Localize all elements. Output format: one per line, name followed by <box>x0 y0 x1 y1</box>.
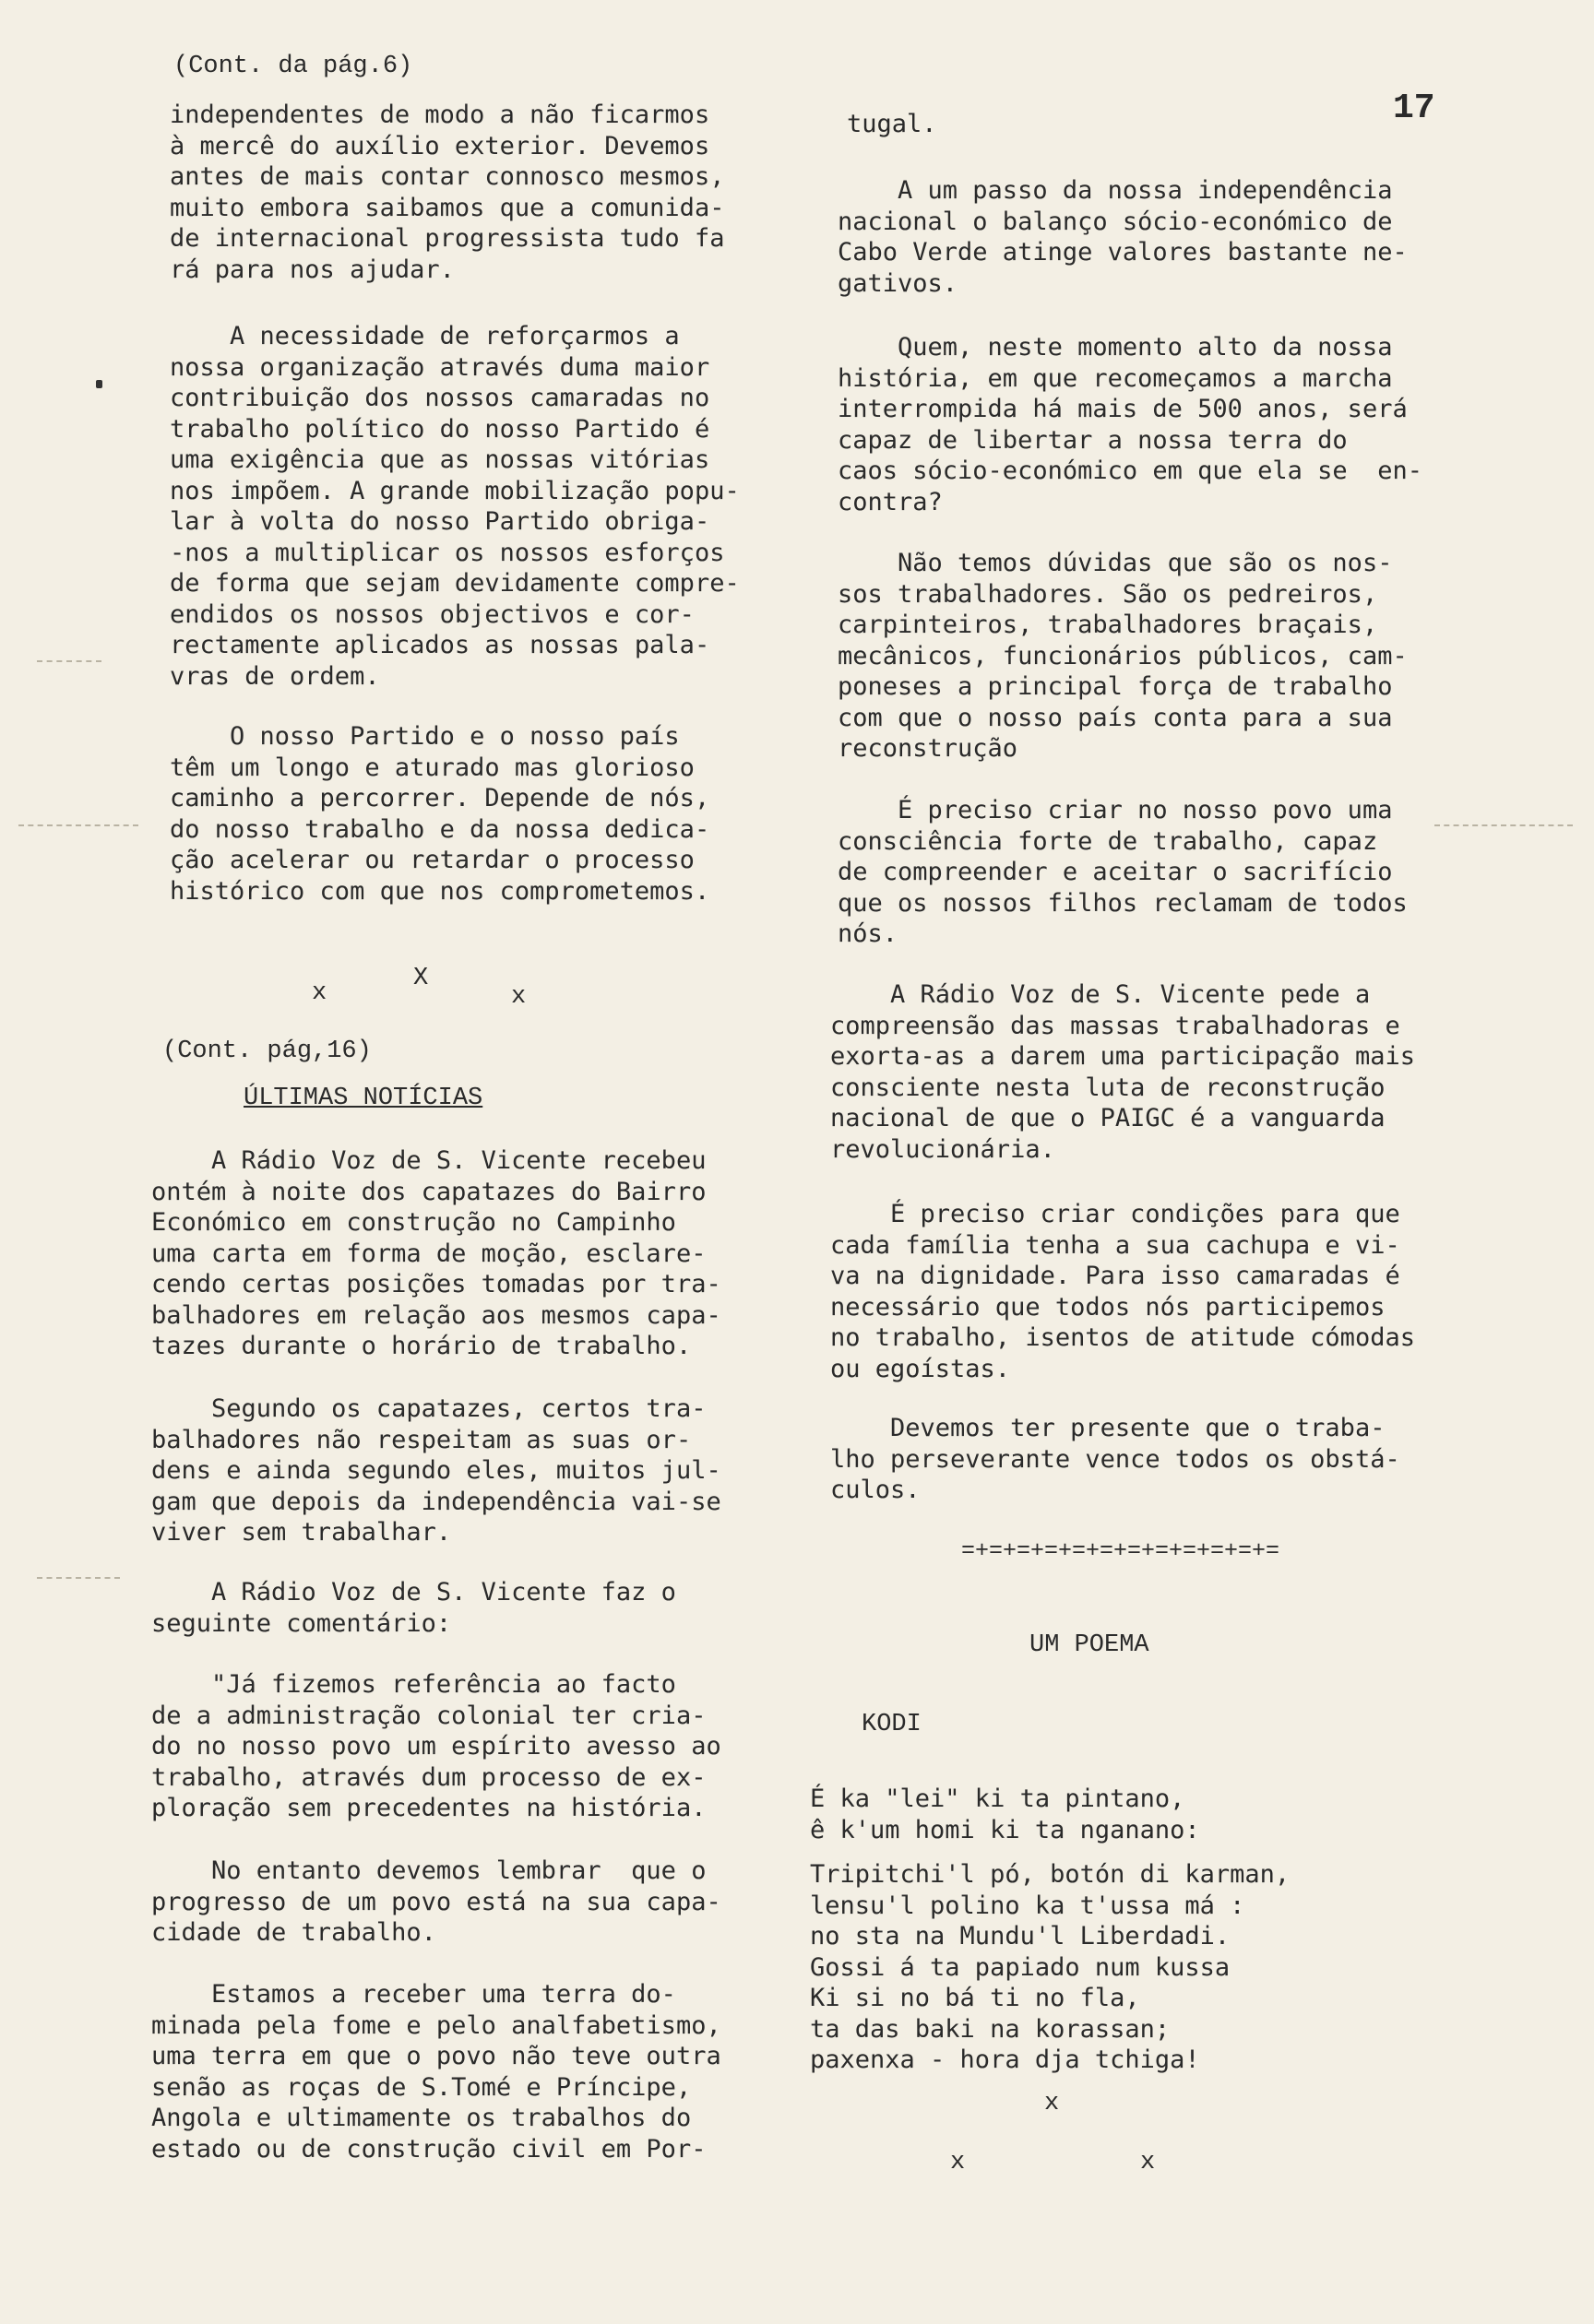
left-paragraph-2: A necessidade de reforçarmos a nossa organização através duma maior contribuição dos nossos camaradas no trabalho político do nosso Partido é uma exigência que as nossas vitórias nos impõem. A grande mobilização popu- lar à volta do nosso Partido obriga- -nos a multiplicar os nossos esforços de forma que sejam devidamente compre- endidos os nossos objectivos e cor- rectamente aplicados as nossas pala- vras de ordem. <box>170 322 740 691</box>
right-paragraph-5: É preciso criar no nosso povo uma consciência forte de trabalho, capaz de compreender e aceitar o sacrifício que os nossos filhos reclamam de todos nós. <box>838 796 1408 948</box>
right-paragraph-2: A um passo da nossa independência nacional o balanço sócio-económico de Cabo Verde atinge valores bastante ne- gativos. <box>838 176 1408 298</box>
separator-mark-left: x <box>312 979 327 1007</box>
poem-end-mark-left: x <box>950 2149 966 2176</box>
news-paragraph-5: No entanto devemos lembrar que o progresso de um povo está na sua capa- cidade de trabalho. <box>151 1856 721 1947</box>
news-paragraph-3: A Rádio Voz de S. Vicente faz o seguinte comentário: <box>151 1578 676 1638</box>
right-paragraph-7: É preciso criar condições para que cada família tenha a sua cachupa e vi- va na dignidade. Para isso camaradas é necessário que todos nós participemos no trabalho, isentos de atitude cómodas ou egoístas. <box>830 1200 1415 1383</box>
right-paragraph-1: tugal. <box>847 110 937 138</box>
poem-section-heading: UM POEMA <box>1029 1631 1149 1659</box>
scan-artifact-line <box>1434 824 1573 826</box>
poem-end-mark-top: x <box>1044 2090 1060 2117</box>
page-number: 17 <box>1393 89 1435 128</box>
separator-mark-right: x <box>511 983 527 1011</box>
left-continuation-note: (Cont. da pág.6) <box>173 53 413 80</box>
right-paragraph-4: Não temos dúvidas que são os nos- sos trabalhadores. São os pedreiros, carpinteiros, trabalhadores braçais, mecânicos, funcionários públicos, cam- poneses a principal força de trabalho com que o nosso país conta para a sua reconstrução <box>838 549 1408 763</box>
scan-artifact-line <box>18 824 138 826</box>
poem-end-mark-right: x <box>1140 2149 1156 2176</box>
right-separator-line: =+=+=+=+=+=+=+=+=+=+=+= <box>961 1537 1280 1564</box>
scan-artifact-line <box>37 1577 120 1579</box>
left-paragraph-3: O nosso Partido e o nosso país têm um longo e aturado mas glorioso caminho a percorrer. Depende de nós, do nosso trabalho e da nossa dedica- ção acelerar ou retardar o processo histórico com que nos comprometemos. <box>170 722 710 906</box>
right-paragraph-8: Devemos ter presente que o traba- lho perseverante vence todos os obstá- culos. <box>830 1414 1400 1504</box>
poem-stanza-1: É ka "lei" ki ta pintano, ê k'um homi ki ta nganano: <box>810 1784 1200 1844</box>
news-paragraph-2: Segundo os capatazes, certos tra- balhadores não respeitam as suas or- dens e ainda segundo eles, muitos jul- gam que depois da independência vai-se viver sem trabalhar. <box>151 1394 721 1547</box>
poem-stanza-2: Tripitchi'l pó, botón di karman, lensu'l polino ka t'ussa má : no sta na Mundu'l Liberdadi. Gossi á ta papiado num kussa Ki si no bá ti no fla, ta das baki na korassan; paxenxa - hora dja tchiga! <box>810 1860 1291 2074</box>
scan-artifact-line <box>37 660 101 662</box>
right-paragraph-3: Quem, neste momento alto da nossa história, em que recomeçamos a marcha interrompida há mais de 500 anos, será capaz de libertar a nossa terra do caos sócio-económico em que ela se en- contra? <box>838 333 1422 516</box>
separator-mark-top: X <box>413 965 429 992</box>
poem-title: KODI <box>862 1711 922 1738</box>
right-continuation-note: (Cont. pág,16) <box>162 1038 372 1065</box>
news-section-title: ÚLTIMAS NOTÍCIAS <box>244 1085 483 1112</box>
left-paragraph-1: independentes de modo a não ficarmos à mercê do auxílio exterior. Devemos antes de mais contar connosco mesmos, muito embora saibamos que a comunida- de internacional progressista tudo fa rá para nos ajudar. <box>170 101 725 284</box>
news-paragraph-6: Estamos a receber uma terra do- minada pela fome e pelo analfabetismo, uma terra em que o povo não teve outra senão as roças de S.Tomé e Príncipe, Angola e ultimamente os trabalhos do estado ou de construção civil em Por- <box>151 1980 721 2164</box>
right-paragraph-6: A Rádio Voz de S. Vicente pede a compreensão das massas trabalhadoras e exorta-as a darem uma participação mais consciente nesta luta de reconstrução nacional de que o PAIGC é a vanguarda revolucionária. <box>830 980 1415 1164</box>
news-paragraph-1: A Rádio Voz de S. Vicente recebeu ontém à noite dos capatazes do Bairro Económico em construção no Campinho uma carta em forma de moção, esclare- cendo certas posições tomadas por tra- balhadores em relação aos mesmos capa- tazes durante o horário de trabalho. <box>151 1146 721 1360</box>
scan-artifact-speck <box>96 380 102 388</box>
news-paragraph-4: "Já fizemos referência ao facto de a administração colonial ter cria- do no nosso povo um espírito avesso ao trabalho, através dum processo de ex- ploração sem precedentes na história. <box>151 1670 721 1822</box>
